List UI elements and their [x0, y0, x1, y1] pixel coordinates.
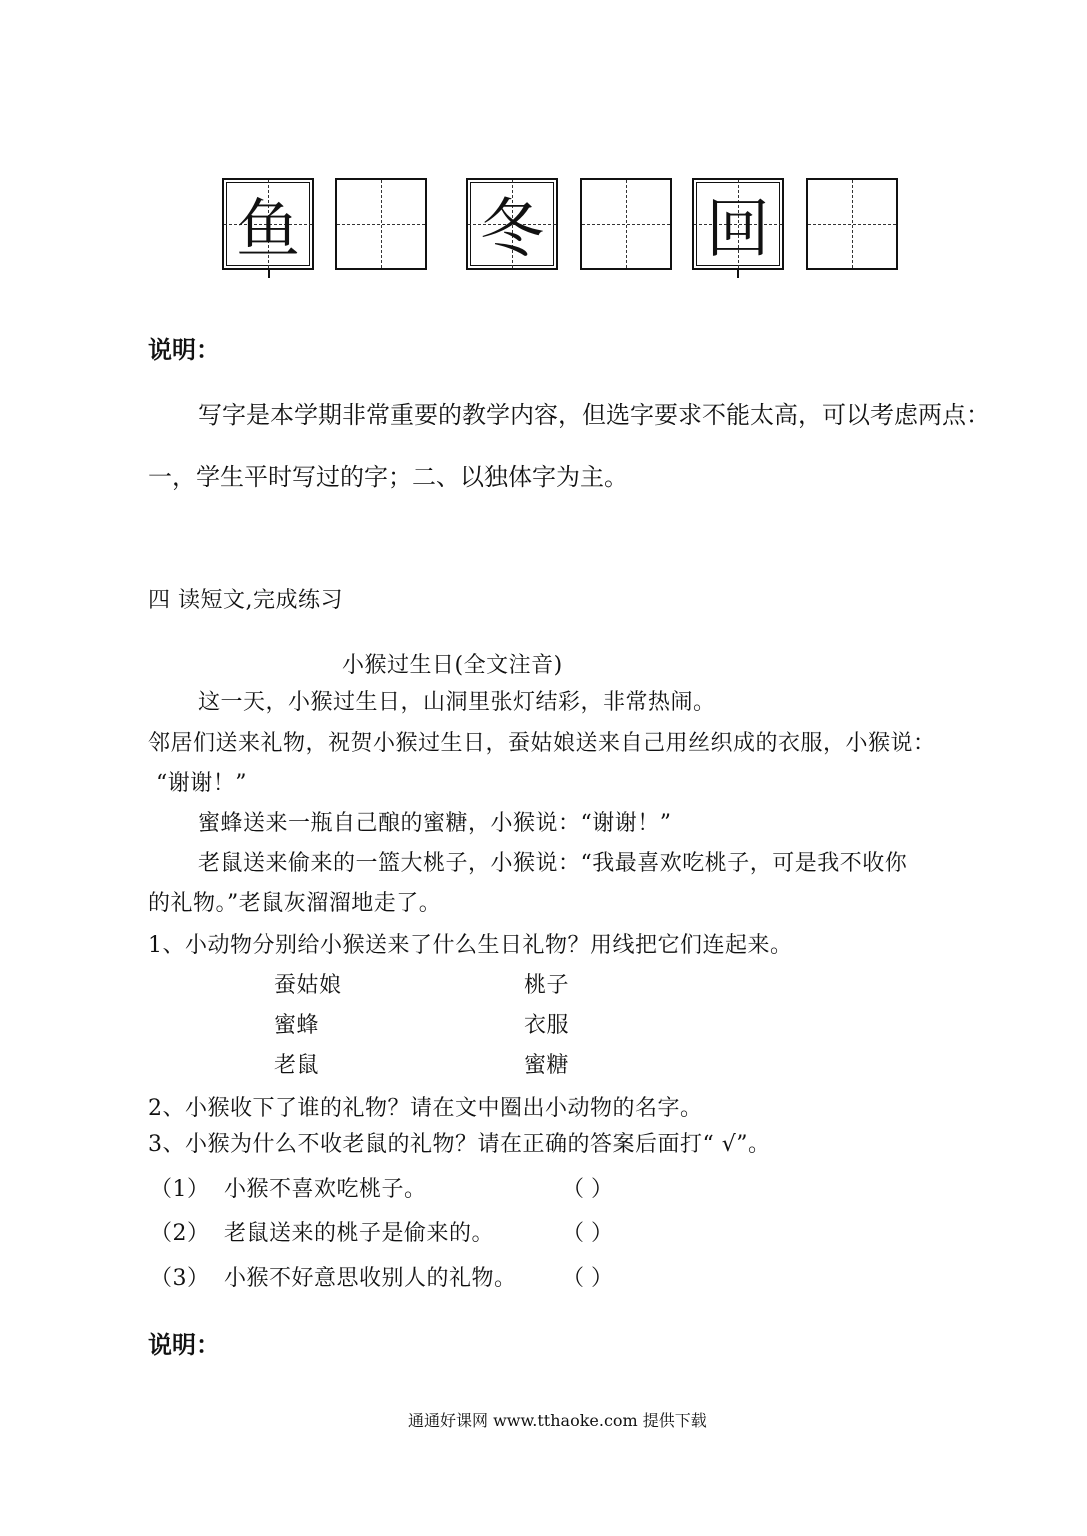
note-heading: 说明： [148, 1331, 220, 1359]
grid-cell-1 [222, 178, 314, 270]
option-number: （2） [150, 1221, 210, 1246]
grid-tick [268, 270, 270, 278]
question-1: 1、小动物分别给小猴送来了什么生日礼物？用线把它们连起来。 [148, 933, 793, 958]
grid-character: 回 [706, 193, 770, 267]
story-paragraph: 邻居们送来礼物，祝贺小猴过生日，蚕姑娘送来自己用丝织成的衣服，小猴说： [148, 731, 936, 756]
story-paragraph: 这一天，小猴过生日，山洞里张灯结彩，非常热闹。 [198, 690, 716, 715]
grid-character: 鱼 [236, 193, 300, 267]
grid-cell-6 [806, 178, 898, 270]
grid-tick [737, 270, 739, 278]
story-paragraph: 的礼物。”老鼠灰溜溜地走了。 [148, 891, 442, 916]
section-title: 四 读短文,完成练习 [148, 588, 343, 613]
option-text: 老鼠送来的桃子是偷来的。 [224, 1221, 495, 1246]
grid-cell-3 [466, 178, 558, 270]
option-text: 小猴不喜欢吃桃子。 [224, 1177, 427, 1202]
match-right-item: 衣服 [524, 1013, 570, 1038]
option-number: （3） [150, 1266, 210, 1291]
story-paragraph: 老鼠送来偷来的一篮大桃子，小猴说：“我最喜欢吃桃子，可是我不收你 [198, 851, 908, 876]
match-left-item: 蜜蜂 [274, 1013, 320, 1038]
option-number: （1） [150, 1177, 210, 1202]
question-3: 3、小猴为什么不收老鼠的礼物？请在正确的答案后面打“ √”。 [148, 1132, 771, 1157]
question-2: 2、小猴收下了谁的礼物？请在文中圈出小动物的名字。 [148, 1096, 703, 1121]
answer-box[interactable]: （ ） [562, 1221, 613, 1246]
note-line: 写字是本学期非常重要的教学内容，但选字要求不能太高，可以考虑两点： [198, 401, 990, 429]
option-text: 小猴不好意思收别人的礼物。 [224, 1266, 517, 1291]
answer-box[interactable]: （ ） [562, 1177, 613, 1202]
match-left-item: 老鼠 [274, 1053, 320, 1078]
match-left-item: 蚕姑娘 [274, 973, 342, 998]
match-right-item: 桃子 [524, 973, 570, 998]
footer-text: 通通好课网 www.tthaoke.com 提供下载 [408, 1411, 707, 1430]
note-line: 一，学生平时写过的字；二、以独体字为主。 [148, 463, 628, 491]
note-heading: 说明： [148, 336, 220, 364]
grid-character: 冬 [480, 193, 544, 267]
story-paragraph: “谢谢！” [156, 771, 247, 796]
grid-cell-4 [580, 178, 672, 270]
story-paragraph: 蜜蜂送来一瓶自己酿的蜜糖，小猴说：“谢谢！” [198, 811, 672, 836]
grid-cell-2 [335, 178, 427, 270]
story-title: 小猴过生日(全文注音) [342, 653, 563, 678]
match-right-item: 蜜糖 [524, 1053, 570, 1078]
grid-cell-5 [692, 178, 784, 270]
answer-box[interactable]: （ ） [562, 1266, 613, 1291]
